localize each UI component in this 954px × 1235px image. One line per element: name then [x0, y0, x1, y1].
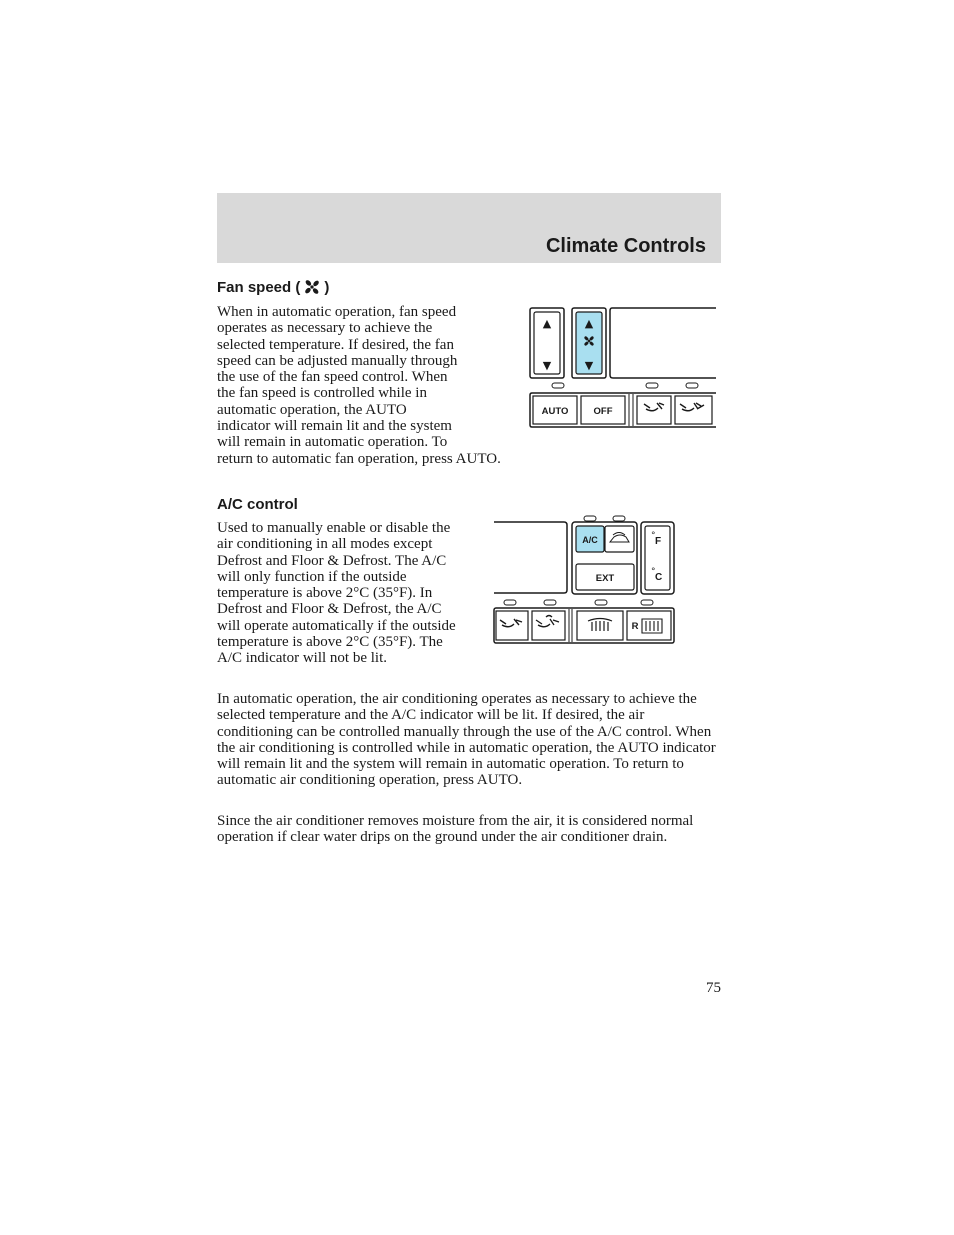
- ac-control-panel-figure: [492, 514, 676, 646]
- ac-label: A/C: [582, 535, 598, 545]
- fahrenheit-celsius-button: [641, 522, 674, 594]
- fan-speed-heading: [217, 278, 329, 296]
- ac-button: [576, 526, 604, 552]
- fan-down-arrow: ▼: [584, 359, 594, 372]
- temp-down-arrow: ▼: [542, 359, 552, 372]
- display-window: [494, 522, 567, 593]
- ac-paragraph-2: In automatic operation, the air conditioning operates as necessary to achieve the selected temperature and the A/C indicator will be lit. If desired, the air conditioning can be controlled manually through the use of the A/C control. When the air conditioning is controlled while in automatic operation, the AUTO indicator will remain lit and the system will remain in automatic operation. To return to automatic air conditioning operation, press AUTO.: [217, 691, 716, 789]
- indicator-light: [595, 600, 607, 605]
- auto-label: AUTO: [541, 406, 569, 417]
- ac-indicator-light: [584, 516, 596, 521]
- page-number: 75: [706, 980, 721, 996]
- figure-spacer: [462, 304, 717, 450]
- ext-button: [576, 564, 634, 590]
- ac-paragraph-3: Since the air conditioner removes moisture from the air, it is considered normal operation if clear water drips on the ground under the air conditioner drain.: [217, 813, 694, 846]
- recirculation-button: [605, 526, 634, 552]
- degree-symbol-f: °: [651, 531, 656, 541]
- degree-symbol-c: °: [651, 567, 656, 577]
- fan-speed-heading-suffix: ): [324, 278, 330, 296]
- recirc-indicator-light: [613, 516, 625, 521]
- floor-mode-button: [496, 611, 528, 640]
- header-band: [217, 193, 721, 263]
- ac-control-heading: A/C control: [217, 496, 298, 513]
- fan-speed-paragraph: [217, 304, 717, 467]
- ac-paragraph-1: Used to manually enable or disable the air conditioning in all modes except Defrost and Floor & Defrost. The A/C will only function if the outside temperature is above 2°C (35°F). In Defrost and Floor & Defrost, the A/C will operate automatically if the outside temperature is above 2°C (35°F). The A/C indicator will not be lit.: [217, 520, 456, 667]
- floor-defrost-button: [532, 611, 565, 640]
- fan-speed-heading-prefix: Fan speed (: [217, 278, 301, 296]
- page-title: Climate Controls: [545, 235, 706, 257]
- fahrenheit-label: F: [655, 536, 662, 547]
- celsius-label: C: [655, 572, 663, 583]
- rear-label: R: [631, 621, 639, 632]
- fan-up-arrow: ▲: [584, 317, 594, 330]
- defrost-button: [577, 611, 623, 640]
- fan-icon: [303, 278, 321, 296]
- indicator-light: [544, 600, 556, 605]
- indicator-light: [504, 600, 516, 605]
- ext-label: EXT: [595, 573, 615, 584]
- fan-speed-text: When in automatic operation, fan speed operates as necessary to achieve the selected temperature. If desired, the fan speed can be adjusted manually through the use of the fan speed control. When the fan speed is controlled while in automatic operation, the AUTO indicator will remain lit and the system will remain in automatic operation. To return to automatic fan operation, press AUTO.: [217, 304, 501, 467]
- rear-defrost-button: [627, 611, 671, 640]
- indicator-light: [641, 600, 653, 605]
- off-label: OFF: [593, 406, 613, 417]
- temp-up-arrow: ▲: [542, 317, 552, 330]
